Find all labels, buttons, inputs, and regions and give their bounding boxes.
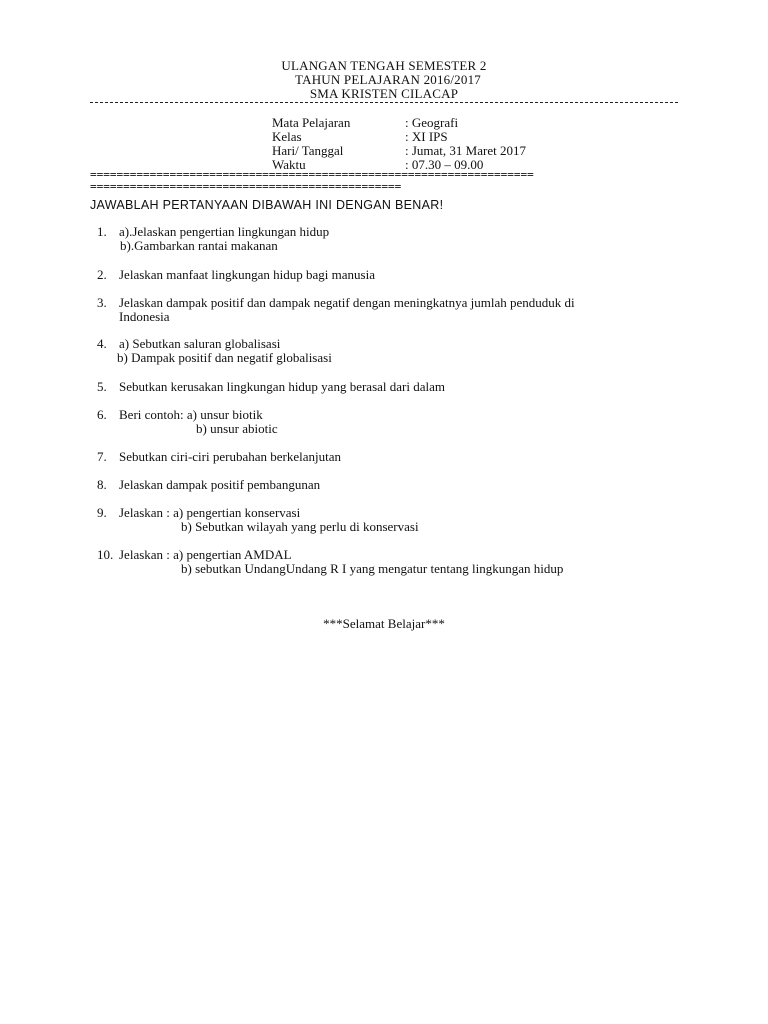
exam-info [272,116,672,172]
question-text: a).Jelaskan pengertian lingkungan hidup [119,224,330,239]
info-row-date [272,144,672,158]
question-number: 2. [97,267,107,282]
info-value: : XI IPS [405,129,448,144]
question-6-sub-b: b) unsur abiotic [196,421,278,436]
question-number: 9. [97,505,107,520]
question-number: 8. [97,477,107,492]
question-text: a) Sebutkan saluran globalisasi [119,336,281,351]
dashed-divider [90,102,678,110]
exam-header [0,59,768,101]
question-text: Jelaskan manfaat lingkungan hidup bagi manusia [119,267,375,282]
info-row-subject [272,116,672,130]
question-number: 1. [97,224,107,239]
info-label: Hari/ Tanggal [272,143,344,158]
info-label: Mata Pelajaran [272,115,351,130]
question-number: 10. [97,547,114,562]
question-number: 3. [97,295,107,310]
info-row-class [272,130,672,144]
question-text: Sebutkan ciri-ciri perubahan berkelanjutan [119,449,341,464]
question-9-sub-b: b) Sebutkan wilayah yang perlu di konservasi [181,519,419,534]
question-text: Jelaskan : a) pengertian konservasi [119,505,301,520]
info-label: Waktu [272,157,306,172]
question-number: 6. [97,407,107,422]
closing-text: ***Selamat Belajar*** [323,616,445,631]
school-name: SMA KRISTEN CILACAP [309,86,459,101]
info-label: Kelas [272,129,302,144]
exam-title: ULANGAN TENGAH SEMESTER 2 [281,58,487,73]
question-text: Beri contoh: a) unsur biotik [119,407,263,422]
equals-divider-1: =================================================================== [90,170,534,180]
question-number: 7. [97,449,107,464]
question-10-sub-b: b) sebutkan UndangUndang R I yang mengatur tentang lingkungan hidup [181,561,564,576]
question-4-sub-b: b) Dampak positif dan negatif globalisasi [117,350,332,365]
instruction-text: JAWABLAH PERTANYAAN DIBAWAH INI DENGAN BENAR! [90,198,444,212]
info-value: : Jumat, 31 Maret 2017 [405,143,526,158]
question-text: Jelaskan : a) pengertian AMDAL [119,547,292,562]
info-value: : Geografi [405,115,459,130]
info-value: : 07.30 – 09.00 [405,157,484,172]
question-text: Jelaskan dampak positif pembangunan [119,477,321,492]
question-1-sub-b: b).Gambarkan rantai makanan [120,238,278,253]
question-number: 5. [97,379,107,394]
question-text: Sebutkan kerusakan lingkungan hidup yang berasal dari dalam [119,379,445,394]
question-text: Jelaskan dampak positif dan dampak negatif dengan meningkatnya jumlah penduduk di [119,295,575,310]
question-number: 4. [97,336,107,351]
question-3-continued: Indonesia [119,309,170,324]
academic-year: TAHUN PELAJARAN 2016/2017 [295,72,481,87]
equals-divider-2: =============================================== [90,182,402,192]
